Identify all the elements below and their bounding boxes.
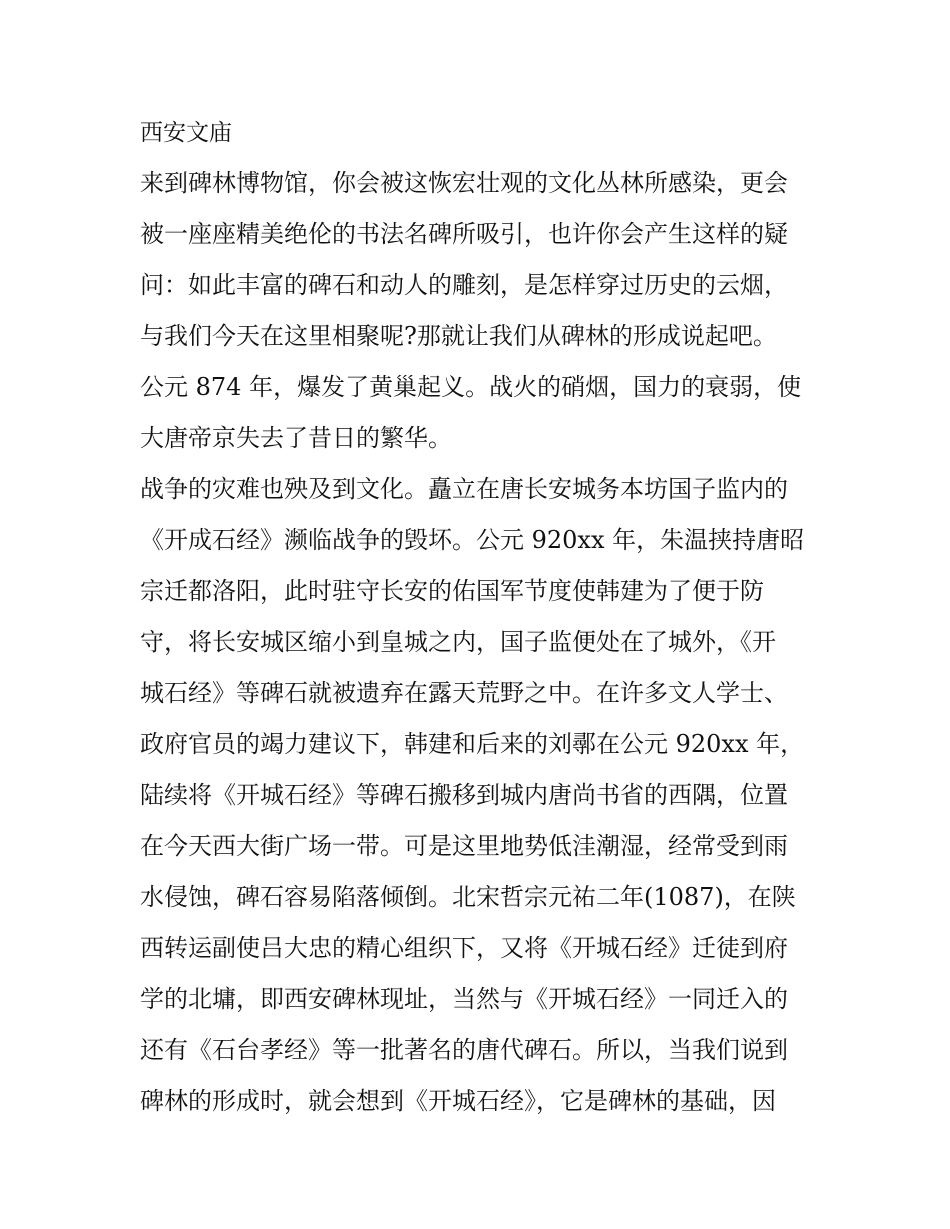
text-line: 宗迁都洛阳，此时驻守长安的佑国军节度使韩建为了便于防 xyxy=(140,577,764,605)
text-line: 公元 874 年，爆发了黄巢起义。战火的硝烟，国力的衰弱，使 xyxy=(140,373,802,401)
text-line: 战争的灾难也殃及到文化。矗立在唐长安城务本坊国子监内的 xyxy=(140,475,788,503)
text-line: 《开成石经》濒临战争的毁坏。公元 920xx 年，朱温挟持唐昭 xyxy=(140,526,805,554)
text-line: 水侵蚀，碑石容易陷落倾倒。北宋哲宗元祐二年(1087)，在陕 xyxy=(140,883,796,911)
document-title: 西安文庙 xyxy=(140,120,232,146)
text-line: 还有《石台孝经》等一批著名的唐代碑石。所以，当我们说到 xyxy=(140,1036,788,1064)
text-line: 陆续将《开城石经》等碑石搬移到城内唐尚书省的西隅，位置 xyxy=(140,781,788,809)
paragraph-3 xyxy=(140,464,820,1127)
text-line: 大唐帝京失去了昔日的繁华。 xyxy=(140,424,452,452)
text-line: 在今天西大街广场一带。可是这里地势低洼潮湿，经常受到雨 xyxy=(140,832,788,860)
text-line: 问：如此丰富的碑石和动人的雕刻，是怎样穿过历史的云烟， xyxy=(140,271,788,299)
document-body xyxy=(140,108,820,1127)
paragraph-2 xyxy=(140,362,820,464)
text-line: 政府官员的竭力建议下，韩建和后来的刘鄩在公元 920xx 年， xyxy=(140,730,805,758)
text-line: 来到碑林博物馆，你会被这恢宏壮观的文化丛林所感染，更会 xyxy=(140,169,788,197)
text-line: 与我们今天在这里相聚呢?那就让我们从碑林的形成说起吧。 xyxy=(140,322,777,350)
text-line: 城石经》等碑石就被遗弃在露天荒野之中。在许多文人学士、 xyxy=(140,679,788,707)
text-line: 被一座座精美绝伦的书法名碑所吸引，也许你会产生这样的疑 xyxy=(140,220,788,248)
text-line: 西转运副使吕大忠的精心组织下，又将《开城石经》迁徒到府 xyxy=(140,934,788,962)
paragraph-1 xyxy=(140,158,820,362)
text-line: 学的北墉，即西安碑林现址，当然与《开城石经》一同迁入的 xyxy=(140,985,788,1013)
text-line: 碑林的形成时，就会想到《开城石经》，它是碑林的基础，因 xyxy=(140,1087,776,1115)
text-line: 守，将长安城区缩小到皇城之内，国子监便处在了城外，《开 xyxy=(140,628,776,656)
